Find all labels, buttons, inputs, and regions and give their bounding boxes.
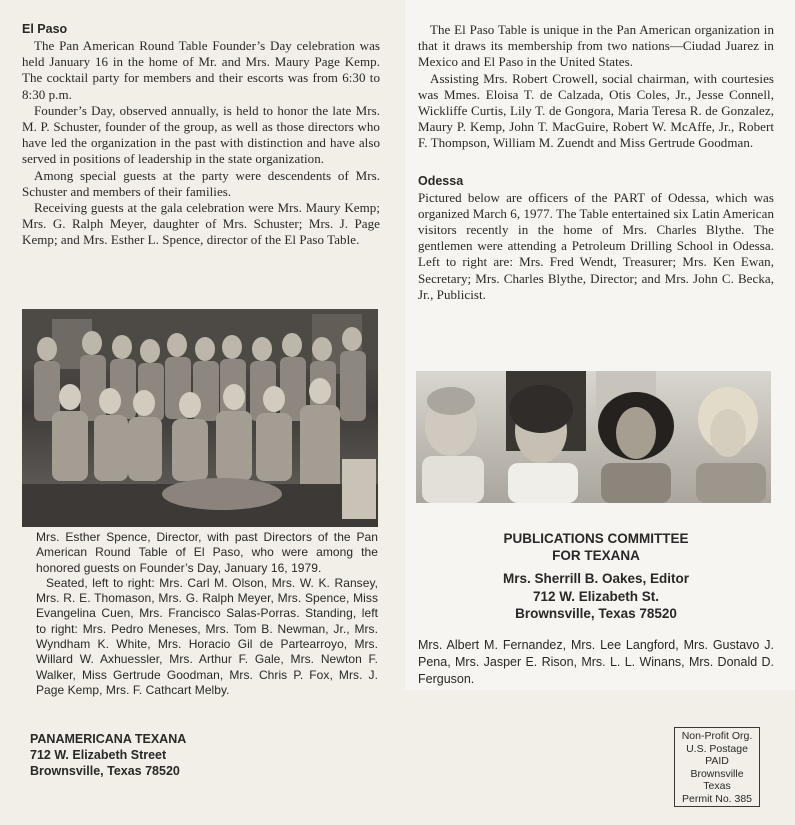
publications-committee — [418, 530, 774, 688]
committee-members: Mrs. Albert M. Fernandez, Mrs. Lee Langford, Mrs. Gustavo J. Pena, Mrs. Jasper E. Rison, Mrs. L. L. Winans, Mrs. Donald D. Ferguson. — [418, 637, 774, 686]
el-paso-continued-1: The El Paso Table is unique in the Pan American organization in that it draws its membership from two nations—Ciudad Juarez in Mexico and El Paso in the United States. — [418, 22, 774, 70]
el-paso-paragraph-3: Among special guests at the party were descendents of Mrs. Schuster and members of their families. — [22, 167, 380, 199]
el-paso-heading: El Paso — [22, 22, 68, 36]
editor-city: Brownsville, Texas 78520 — [515, 606, 677, 621]
el-paso-paragraph-4: Receiving guests at the gala celebration were Mrs. Maury Kemp; Mrs. G. Ralph Meyer, daughter of Mrs. Schuster; Mrs. J. Page Kemp; and Mrs. Esther L. Spence, director of the El Paso Table. — [22, 200, 380, 248]
el-paso-article — [22, 22, 380, 249]
caption-names: Seated, left to right: Mrs. Carl M. Olson, Mrs. W. K. Ransey, Mrs. R. E. Thomason, Mrs. G. Ralph Meyer, Mrs. Spence, Miss Evangelina Cuen, Mrs. Francisco Salas-Porras. Standing, left to right: Mrs. Pedro Meneses, Mrs. Tom B. Newman, Jr., Mrs. Wyndham K. White, Mrs. Horacio Gil de Partearroyo, Mrs. Willard W. Axhuessler, Mrs. Arthur F. Gale, Mrs. Newton F. Walker, Miss Gertrude Goodman, Mrs. Chris P. Fox, Mrs. J. Page Kemp, Mrs. F. Cathcart Melby. — [36, 575, 378, 697]
odessa-photo-figures — [416, 371, 771, 503]
el-paso-photo-figures — [22, 309, 378, 527]
permit-line-2: U.S. Postage — [686, 742, 748, 755]
mailing-city: Brownsville, Texas 78520 — [30, 764, 180, 778]
odessa-heading: Odessa — [418, 173, 464, 188]
publications-title-line2: FOR TEXANA — [552, 548, 640, 563]
mailing-title: PANAMERICANA TEXANA — [30, 732, 187, 746]
publications-title-line1: PUBLICATIONS COMMITTEE — [503, 531, 689, 546]
caption-text: Mrs. Esther Spence, Director, with past Directors of the Pan American Round Table of El Paso, who were among the honored guests on Founder’s Day, January 16, 1979. — [36, 530, 378, 575]
postage-permit-box — [674, 727, 760, 807]
odessa-paragraph: Pictured below are officers of the PART of Odessa, which was organized March 6, 1977. The Table entertained six Latin American visitors recently in the home of Mrs. Charles Blythe. The gentlemen were attending a Petroleum Drilling School in Odessa. Left to right are: Mrs. Fred Wendt, Treasurer; Mrs. Ken Ewan, Secretary; Mrs. Charles Blythe, Director; and Mrs. John C. Becka, Jr., Publicist. — [418, 189, 774, 302]
editor-street: 712 W. Elizabeth St. — [532, 588, 660, 604]
odessa-officers-photo — [416, 371, 771, 503]
mailing-address — [30, 731, 186, 779]
el-paso-continued-2: Assisting Mrs. Robert Crowell, social chairman, with courtesies was Mmes. Eloisa T. de Calzada, Otis Coles, Jr., Jesse Connell, Wickliffe Curtis, Lily T. de Gongora, Maria Teresa R. de Gonzalez, Maury P. Kemp, John T. MacGuire, Robert W. McAffe, Jr., Robert F. Thompson, William M. Zuendt and Miss Gertrude Goodman. — [418, 70, 774, 151]
el-paso-photo-caption — [36, 530, 378, 698]
permit-line-4: Brownsville — [690, 767, 744, 780]
right-column — [418, 22, 774, 303]
el-paso-paragraph-2: Founder’s Day, observed annually, is held to honor the late Mrs. M. P. Schuster, founder of the group, as well as those directors who have led the organization in the past with distinction and have also served in positions of leadership in the state organization. — [22, 102, 380, 167]
editor-name: Mrs. Sherrill B. Oakes, Editor — [502, 571, 690, 586]
permit-line-5: Texas — [703, 780, 731, 793]
permit-line-6: Permit No. 385 — [681, 792, 753, 805]
mailing-street: 712 W. Elizabeth Street — [30, 748, 167, 762]
el-paso-group-photo — [22, 309, 378, 527]
permit-line-1: Non-Profit Org. — [681, 730, 753, 742]
permit-line-3: PAID — [705, 755, 729, 768]
el-paso-paragraph-1: The Pan American Round Table Founder’s Day celebration was held January 16 in the home of Mr. and Mrs. Maury Page Kemp. The cocktail party for members and their escorts was from 6:30 to 8:30 p.m. — [22, 38, 380, 102]
